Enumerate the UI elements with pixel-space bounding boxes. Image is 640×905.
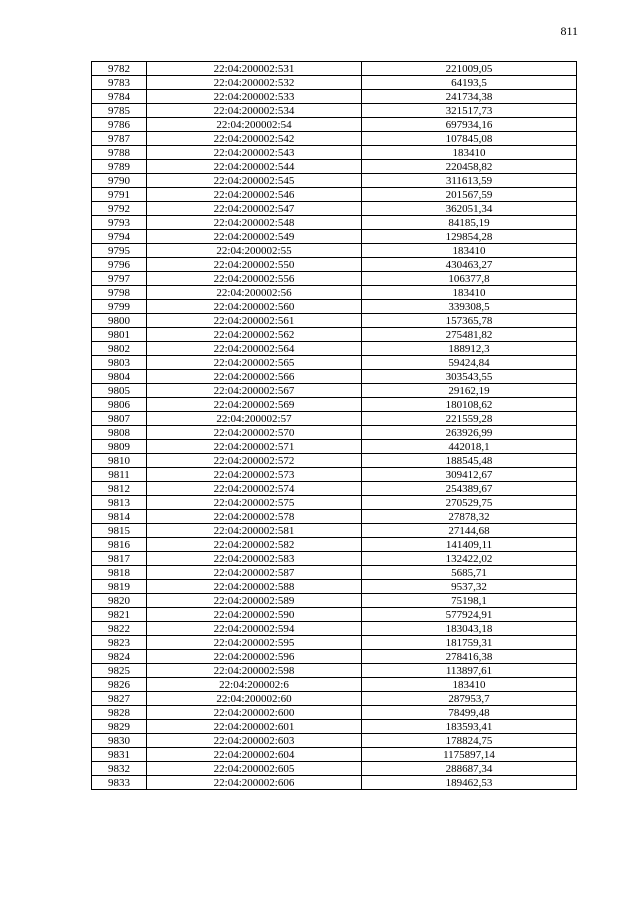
row-number-cell: 9833 [92, 776, 147, 790]
value-cell: 59424,84 [362, 356, 577, 370]
table-row [92, 650, 577, 664]
value-cell: 287953,7 [362, 692, 577, 706]
table-row [92, 160, 577, 174]
cadastral-number-cell: 22:04:200002:533 [147, 90, 362, 104]
row-number-cell: 9819 [92, 580, 147, 594]
cadastral-number-cell: 22:04:200002:569 [147, 398, 362, 412]
row-number-cell: 9797 [92, 272, 147, 286]
table-row [92, 356, 577, 370]
row-number-cell: 9828 [92, 706, 147, 720]
row-number-cell: 9826 [92, 678, 147, 692]
cadastral-number-cell: 22:04:200002:606 [147, 776, 362, 790]
cadastral-number-cell: 22:04:200002:545 [147, 174, 362, 188]
row-number-cell: 9794 [92, 230, 147, 244]
cadastral-number-cell: 22:04:200002:588 [147, 580, 362, 594]
value-cell: 311613,59 [362, 174, 577, 188]
row-number-cell: 9782 [92, 62, 147, 76]
table-row [92, 636, 577, 650]
row-number-cell: 9788 [92, 146, 147, 160]
row-number-cell: 9829 [92, 720, 147, 734]
table-row [92, 580, 577, 594]
row-number-cell: 9808 [92, 426, 147, 440]
row-number-cell: 9812 [92, 482, 147, 496]
value-cell: 157365,78 [362, 314, 577, 328]
row-number-cell: 9802 [92, 342, 147, 356]
value-cell: 129854,28 [362, 230, 577, 244]
cadastral-number-cell: 22:04:200002:550 [147, 258, 362, 272]
row-number-cell: 9824 [92, 650, 147, 664]
cadastral-number-cell: 22:04:200002:55 [147, 244, 362, 258]
value-cell: 270529,75 [362, 496, 577, 510]
cadastral-number-cell: 22:04:200002:562 [147, 328, 362, 342]
value-cell: 84185,19 [362, 216, 577, 230]
value-cell: 180108,62 [362, 398, 577, 412]
cadastral-number-cell: 22:04:200002:567 [147, 384, 362, 398]
cadastral-number-cell: 22:04:200002:583 [147, 552, 362, 566]
value-cell: 132422,02 [362, 552, 577, 566]
value-cell: 113897,61 [362, 664, 577, 678]
value-cell: 78499,48 [362, 706, 577, 720]
table-body [92, 62, 577, 790]
value-cell: 107845,08 [362, 132, 577, 146]
row-number-cell: 9813 [92, 496, 147, 510]
row-number-cell: 9811 [92, 468, 147, 482]
value-cell: 339308,5 [362, 300, 577, 314]
row-number-cell: 9785 [92, 104, 147, 118]
value-cell: 9537,32 [362, 580, 577, 594]
value-cell: 309412,67 [362, 468, 577, 482]
table-row [92, 370, 577, 384]
value-cell: 27878,32 [362, 510, 577, 524]
cadastral-number-cell: 22:04:200002:565 [147, 356, 362, 370]
value-cell: 201567,59 [362, 188, 577, 202]
table-row [92, 76, 577, 90]
cadastral-number-cell: 22:04:200002:534 [147, 104, 362, 118]
row-number-cell: 9810 [92, 454, 147, 468]
cadastral-number-cell: 22:04:200002:544 [147, 160, 362, 174]
value-cell: 183410 [362, 286, 577, 300]
cadastral-number-cell: 22:04:200002:581 [147, 524, 362, 538]
table-row [92, 748, 577, 762]
value-cell: 181759,31 [362, 636, 577, 650]
cadastral-number-cell: 22:04:200002:542 [147, 132, 362, 146]
row-number-cell: 9787 [92, 132, 147, 146]
page-number: 811 [560, 24, 578, 38]
table-row [92, 776, 577, 790]
row-number-cell: 9803 [92, 356, 147, 370]
value-cell: 183043,18 [362, 622, 577, 636]
value-cell: 64193,5 [362, 76, 577, 90]
row-number-cell: 9789 [92, 160, 147, 174]
value-cell: 442018,1 [362, 440, 577, 454]
cadastral-number-cell: 22:04:200002:572 [147, 454, 362, 468]
value-cell: 27144,68 [362, 524, 577, 538]
cadastral-number-cell: 22:04:200002:603 [147, 734, 362, 748]
value-cell: 183410 [362, 146, 577, 160]
value-cell: 321517,73 [362, 104, 577, 118]
value-cell: 303543,55 [362, 370, 577, 384]
value-cell: 430463,27 [362, 258, 577, 272]
cadastral-number-cell: 22:04:200002:596 [147, 650, 362, 664]
row-number-cell: 9786 [92, 118, 147, 132]
cadastral-number-cell: 22:04:200002:56 [147, 286, 362, 300]
table-row [92, 384, 577, 398]
row-number-cell: 9830 [92, 734, 147, 748]
table-row [92, 706, 577, 720]
value-cell: 697934,16 [362, 118, 577, 132]
value-cell: 29162,19 [362, 384, 577, 398]
row-number-cell: 9805 [92, 384, 147, 398]
value-cell: 5685,71 [362, 566, 577, 580]
row-number-cell: 9815 [92, 524, 147, 538]
table-row [92, 566, 577, 580]
cadastral-number-cell: 22:04:200002:595 [147, 636, 362, 650]
row-number-cell: 9793 [92, 216, 147, 230]
row-number-cell: 9790 [92, 174, 147, 188]
table-row [92, 482, 577, 496]
table-row [92, 132, 577, 146]
cadastral-number-cell: 22:04:200002:546 [147, 188, 362, 202]
value-cell: 221559,28 [362, 412, 577, 426]
value-cell: 1175897,14 [362, 748, 577, 762]
cadastral-number-cell: 22:04:200002:6 [147, 678, 362, 692]
row-number-cell: 9825 [92, 664, 147, 678]
cadastral-number-cell: 22:04:200002:587 [147, 566, 362, 580]
table-row [92, 272, 577, 286]
value-cell: 275481,82 [362, 328, 577, 342]
row-number-cell: 9832 [92, 762, 147, 776]
value-cell: 183410 [362, 678, 577, 692]
cadastral-number-cell: 22:04:200002:548 [147, 216, 362, 230]
table-row [92, 510, 577, 524]
table-row [92, 468, 577, 482]
cadastral-number-cell: 22:04:200002:582 [147, 538, 362, 552]
row-number-cell: 9801 [92, 328, 147, 342]
value-cell: 141409,11 [362, 538, 577, 552]
cadastral-number-cell: 22:04:200002:573 [147, 468, 362, 482]
row-number-cell: 9795 [92, 244, 147, 258]
table-row [92, 230, 577, 244]
table-row [92, 188, 577, 202]
row-number-cell: 9799 [92, 300, 147, 314]
value-cell: 178824,75 [362, 734, 577, 748]
table-row [92, 202, 577, 216]
table-row [92, 692, 577, 706]
row-number-cell: 9820 [92, 594, 147, 608]
cadastral-number-cell: 22:04:200002:605 [147, 762, 362, 776]
table-row [92, 314, 577, 328]
table-row [92, 104, 577, 118]
table-row [92, 146, 577, 160]
row-number-cell: 9796 [92, 258, 147, 272]
row-number-cell: 9816 [92, 538, 147, 552]
cadastral-number-cell: 22:04:200002:604 [147, 748, 362, 762]
table-row [92, 720, 577, 734]
value-cell: 183410 [362, 244, 577, 258]
table-row [92, 412, 577, 426]
cadastral-number-cell: 22:04:200002:598 [147, 664, 362, 678]
cadastral-number-cell: 22:04:200002:564 [147, 342, 362, 356]
row-number-cell: 9817 [92, 552, 147, 566]
cadastral-number-cell: 22:04:200002:543 [147, 146, 362, 160]
table-row [92, 664, 577, 678]
cadastral-number-cell: 22:04:200002:549 [147, 230, 362, 244]
value-cell: 106377,8 [362, 272, 577, 286]
value-cell: 75198,1 [362, 594, 577, 608]
value-cell: 220458,82 [362, 160, 577, 174]
table-row [92, 174, 577, 188]
cadastral-number-cell: 22:04:200002:556 [147, 272, 362, 286]
row-number-cell: 9804 [92, 370, 147, 384]
table-row [92, 496, 577, 510]
value-cell: 263926,99 [362, 426, 577, 440]
value-cell: 288687,34 [362, 762, 577, 776]
table-row [92, 258, 577, 272]
table-row [92, 454, 577, 468]
cadastral-number-cell: 22:04:200002:570 [147, 426, 362, 440]
cadastral-number-cell: 22:04:200002:594 [147, 622, 362, 636]
cadastral-number-cell: 22:04:200002:547 [147, 202, 362, 216]
row-number-cell: 9791 [92, 188, 147, 202]
table-row [92, 328, 577, 342]
row-number-cell: 9783 [92, 76, 147, 90]
cadastral-number-cell: 22:04:200002:590 [147, 608, 362, 622]
cadastral-number-cell: 22:04:200002:571 [147, 440, 362, 454]
table-row [92, 608, 577, 622]
table-row [92, 118, 577, 132]
cadastral-number-cell: 22:04:200002:561 [147, 314, 362, 328]
value-cell: 577924,91 [362, 608, 577, 622]
table-row [92, 524, 577, 538]
table-row [92, 552, 577, 566]
cadastral-number-cell: 22:04:200002:574 [147, 482, 362, 496]
cadastral-number-cell: 22:04:200002:531 [147, 62, 362, 76]
cadastral-number-cell: 22:04:200002:560 [147, 300, 362, 314]
cadastral-value-table [91, 61, 577, 790]
cadastral-number-cell: 22:04:200002:54 [147, 118, 362, 132]
value-cell: 188912,3 [362, 342, 577, 356]
cadastral-number-cell: 22:04:200002:578 [147, 510, 362, 524]
cadastral-number-cell: 22:04:200002:600 [147, 706, 362, 720]
value-cell: 183593,41 [362, 720, 577, 734]
row-number-cell: 9798 [92, 286, 147, 300]
value-cell: 221009,05 [362, 62, 577, 76]
row-number-cell: 9821 [92, 608, 147, 622]
cadastral-number-cell: 22:04:200002:575 [147, 496, 362, 510]
value-cell: 189462,53 [362, 776, 577, 790]
row-number-cell: 9806 [92, 398, 147, 412]
table-row [92, 286, 577, 300]
value-cell: 278416,38 [362, 650, 577, 664]
cadastral-number-cell: 22:04:200002:589 [147, 594, 362, 608]
value-cell: 188545,48 [362, 454, 577, 468]
table-row [92, 244, 577, 258]
table-row [92, 734, 577, 748]
row-number-cell: 9831 [92, 748, 147, 762]
row-number-cell: 9822 [92, 622, 147, 636]
table-row [92, 342, 577, 356]
row-number-cell: 9814 [92, 510, 147, 524]
table-row [92, 538, 577, 552]
row-number-cell: 9792 [92, 202, 147, 216]
row-number-cell: 9800 [92, 314, 147, 328]
row-number-cell: 9784 [92, 90, 147, 104]
cadastral-number-cell: 22:04:200002:566 [147, 370, 362, 384]
row-number-cell: 9827 [92, 692, 147, 706]
cadastral-number-cell: 22:04:200002:601 [147, 720, 362, 734]
row-number-cell: 9809 [92, 440, 147, 454]
cadastral-number-cell: 22:04:200002:57 [147, 412, 362, 426]
table-row [92, 678, 577, 692]
table-row [92, 440, 577, 454]
value-cell: 241734,38 [362, 90, 577, 104]
cadastral-number-cell: 22:04:200002:60 [147, 692, 362, 706]
table-row [92, 398, 577, 412]
table-row [92, 216, 577, 230]
row-number-cell: 9807 [92, 412, 147, 426]
table-row [92, 90, 577, 104]
value-cell: 254389,67 [362, 482, 577, 496]
table-row [92, 622, 577, 636]
table-row [92, 762, 577, 776]
row-number-cell: 9823 [92, 636, 147, 650]
row-number-cell: 9818 [92, 566, 147, 580]
cadastral-number-cell: 22:04:200002:532 [147, 76, 362, 90]
table-row [92, 300, 577, 314]
value-cell: 362051,34 [362, 202, 577, 216]
table-row [92, 426, 577, 440]
table-row [92, 594, 577, 608]
table-row [92, 62, 577, 76]
